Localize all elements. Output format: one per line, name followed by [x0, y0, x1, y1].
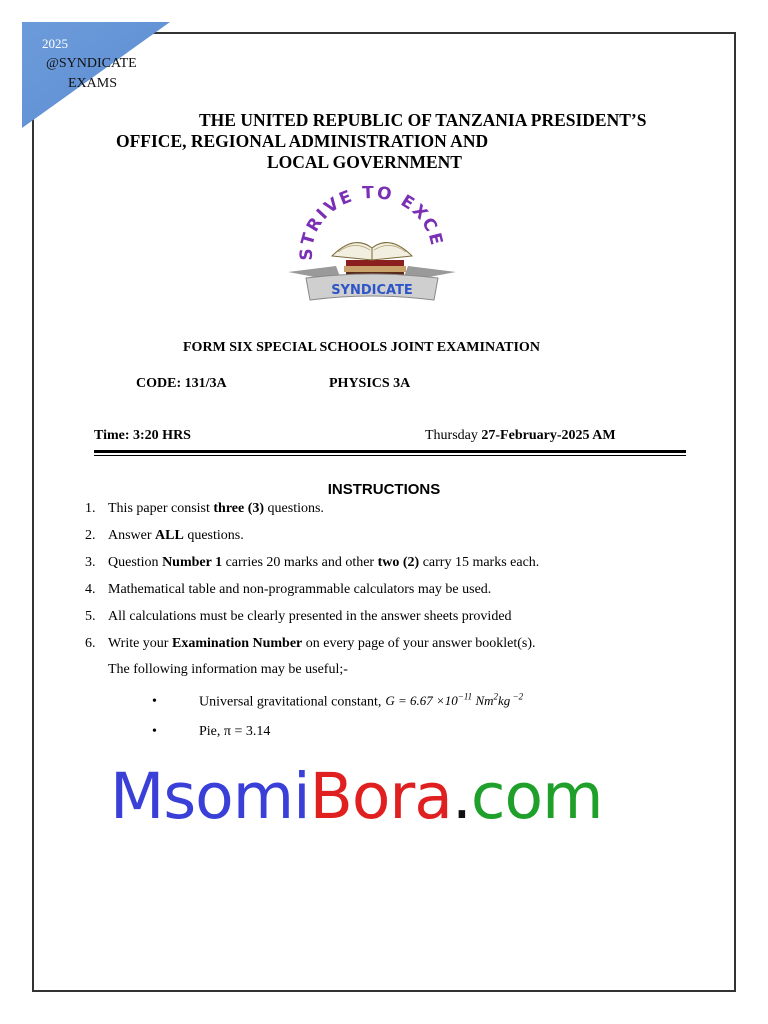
syndicate-watermark — [22, 22, 170, 128]
exam-time: Time: 3:20 HRS — [94, 428, 191, 443]
instruction-item: 3. Question Number 1 carries 20 marks and other two (2) carry 15 marks each. — [85, 555, 540, 570]
gravitational-formula: $G = 6.67 \times 10^{-11}$ Nm$^2$kg $^{-2}$ — [385, 692, 524, 709]
exam-date-value: 27-February-2025 AM — [481, 428, 616, 443]
watermark-year: 2025 — [42, 36, 68, 51]
brand-part-msomi: Msomi — [110, 760, 310, 833]
exam-code: CODE: 131/3A — [136, 376, 227, 391]
instruction-item: 6. Write your Examination Number on every page of your answer booklet(s). — [85, 636, 536, 651]
header-divider-thin — [94, 455, 686, 456]
msomibora-watermark — [110, 760, 603, 833]
brand-part-bora: Bora — [309, 760, 452, 833]
logo-ribbon-text: SYNDICATE — [331, 283, 413, 298]
instruction-item: 1. This paper consist three (3) questions. — [85, 501, 324, 516]
instructions-title: INSTRUCTIONS — [327, 481, 441, 498]
instruction-item: 4. Mathematical table and non-programmable calculators may be used. — [85, 582, 492, 597]
exam-day: Thursday — [425, 428, 478, 443]
header-line1: THE UNITED REPUBLIC OF TANZANIA PRESIDENT’S — [199, 110, 647, 130]
header-line2: OFFICE, REGIONAL ADMINISTRATION AND — [116, 131, 489, 151]
brand-part-com: com — [470, 760, 603, 833]
watermark-line2: EXAMS — [68, 76, 118, 91]
syndicate-logo — [284, 186, 460, 308]
constant-gravitational: • Universal gravitational constant, $G = 6.67 \times 10^{-11}$ Nm$^2$kg $^{-2}$ — [152, 692, 524, 710]
exam-title: FORM SIX SPECIAL SCHOOLS JOINT EXAMINATION — [183, 340, 540, 355]
bullet-icon: • — [152, 694, 157, 710]
header-divider-thick — [94, 450, 686, 453]
constant-pi: • Pie, π = 3.14 — [152, 724, 271, 739]
exam-subject: PHYSICS 3A — [329, 376, 411, 391]
header-line3: LOCAL GOVERNMENT — [267, 152, 462, 172]
logo-image — [284, 186, 460, 308]
exam-date — [425, 428, 616, 444]
instruction-item: 5. All calculations must be clearly presented in the answer sheets provided — [85, 609, 512, 624]
watermark-line1: @SYNDICATE — [46, 56, 137, 71]
bullet-icon: • — [152, 724, 157, 739]
instruction-item: 2. Answer ALL questions. — [85, 528, 244, 543]
useful-info-label: The following information may be useful;- — [108, 662, 348, 677]
brand-part-dot: . — [451, 760, 471, 833]
logo-arc-text: STRIVE TO EXCE — [296, 186, 447, 261]
